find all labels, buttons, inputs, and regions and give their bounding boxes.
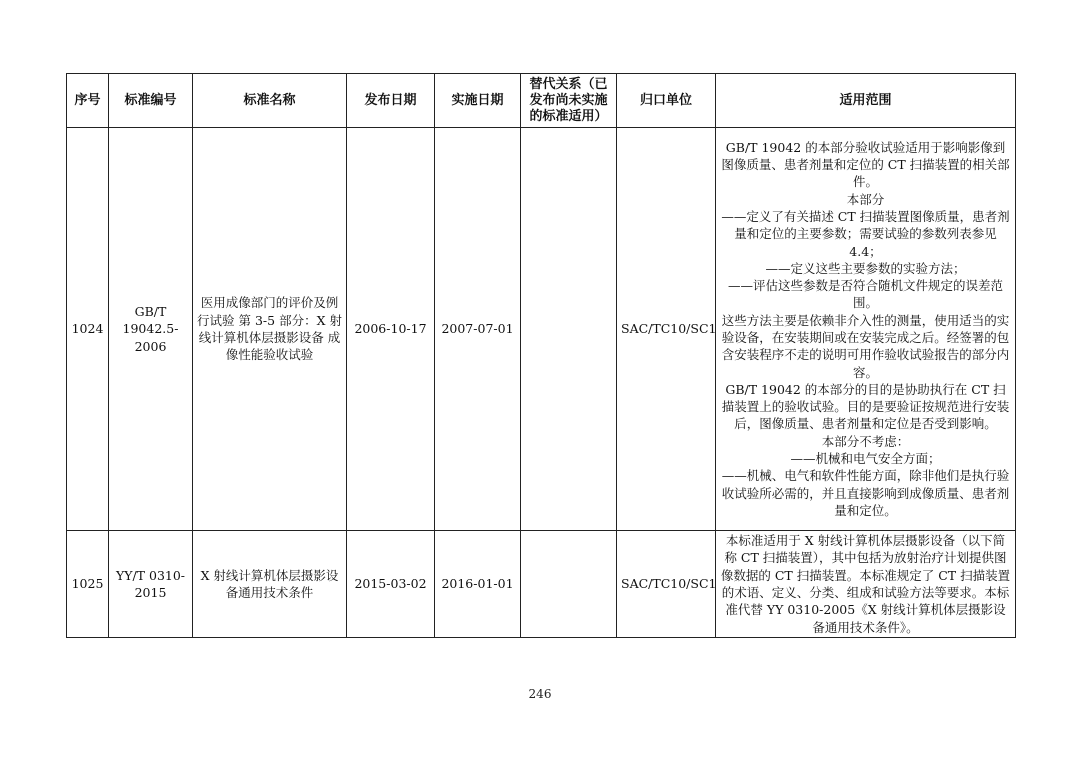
- scope-line: 本部分: [846, 191, 885, 207]
- header-no: 序号: [67, 74, 109, 128]
- header-code: 标准编号: [109, 74, 193, 128]
- header-name: 标准名称: [193, 74, 347, 128]
- row-name: X 射线计算机体层摄影设备通用技术条件: [193, 531, 347, 638]
- header-published: 发布日期: [347, 74, 435, 128]
- row-published: 2006-10-17: [347, 128, 435, 531]
- header-unit: 归口单位: [617, 74, 716, 128]
- row-code: GB/T 19042.5-2006: [109, 128, 193, 531]
- row-code: YY/T 0310-2015: [109, 531, 193, 638]
- header-effective: 实施日期: [435, 74, 521, 128]
- row-scope: [716, 531, 1016, 638]
- row-name: 医用成像部门的评价及例行试验 第 3-5 部分：X 射线计算机体层摄影设备 成像性能验收试验: [193, 128, 347, 531]
- scope-line: 本部分不考虑：: [821, 433, 910, 449]
- row-replace: [521, 128, 617, 531]
- scope-line: 这些方法主要是依赖非介入性的测量，使用适当的实验设备，在安装期间或在安装完成之后。经签署的包含安装程序不走的说明可用作验收试验报告的部分内容。: [721, 312, 1010, 380]
- scope-line: GB/T 19042 的本部分的目的是协助执行在 CT 扫描装置上的验收试验。目的是要验证按规范进行安装后，图像质量、患者剂量和定位是否受到影响。: [721, 381, 1010, 432]
- row-replace: [521, 531, 617, 638]
- table-header-row: [67, 74, 1016, 128]
- scope-line: ——评估这些参数是否符合随机文件规定的误差范围。: [727, 278, 1003, 311]
- header-replace: 替代关系（已发布尚未实施的标准适用）: [521, 74, 617, 128]
- standards-table: [66, 73, 1016, 638]
- row-unit: SAC/TC10/SC1: [617, 128, 716, 531]
- table-row: [67, 128, 1016, 531]
- scope-line: ——定义这些主要参数的实验方法；: [765, 260, 966, 276]
- table-row: [67, 531, 1016, 638]
- scope-line: ——机械、电气和软件性能方面，除非他们是执行验收试验所必需的，并且直接影响到成像质量、患者剂量和定位。: [721, 468, 1010, 518]
- scope-line: GB/T 19042 的本部分验收试验适用于影响影像到图像质量、患者剂量和定位的 CT 扫描装置的相关部件。: [721, 139, 1010, 190]
- scope-line: 本标准适用于 X 射线计算机体层摄影设备（以下简称 CT 扫描装置），其中包括为放射治疗计划提供图像数据的 CT 扫描装置。本标准规定了 CT 扫描装置的术语、定义、分类、组成和试验方法等要求。本标准代替 YY 0310-2005《X 射线计算机体层摄影设备通用技术条件》。: [720, 533, 1011, 635]
- row-effective: 2007-07-01: [435, 128, 521, 531]
- row-no: 1024: [67, 128, 109, 531]
- scope-line: ——定义了有关描述 CT 扫描装置图像质量，患者剂量和定位的主要参数；需要试验的参数列表参见 4.4；: [721, 208, 1010, 259]
- header-scope: 适用范围: [716, 74, 1016, 128]
- row-no: 1025: [67, 531, 109, 638]
- scope-line: ——机械和电气安全方面；: [790, 451, 941, 467]
- row-effective: 2016-01-01: [435, 531, 521, 638]
- row-scope: [716, 128, 1016, 531]
- row-published: 2015-03-02: [347, 531, 435, 638]
- page-number: 246: [528, 687, 552, 701]
- row-unit: SAC/TC10/SC1: [617, 531, 716, 638]
